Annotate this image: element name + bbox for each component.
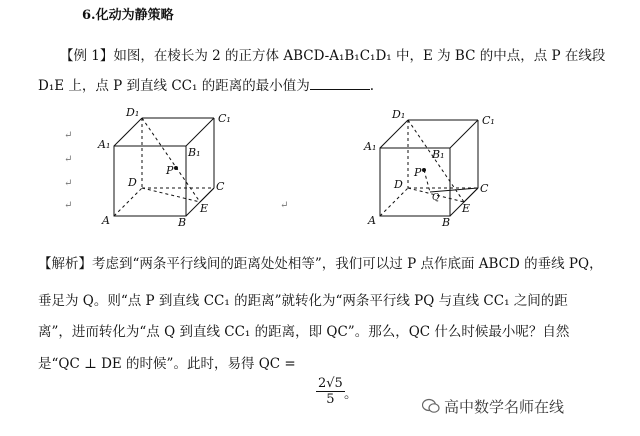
label-A1: A₁ (98, 138, 111, 151)
solution-line-3: 离”，进而转化为“点 Q 到直线 CC₁ 的距离，即 QC”。那么，QC 什么时候最小呢？自然 (38, 324, 570, 340)
label-A1: A₁ (364, 140, 377, 153)
solution-line-2: 垂足为 Q。则“点 P 到直线 CC₁ 的距离”就转化为“两条平行线 PQ 与直线 CC₁ 之间的距 (38, 293, 568, 309)
label-D1: D₁ (392, 108, 406, 121)
label-A: A (368, 214, 376, 227)
cube-figure-left (96, 100, 256, 230)
label-C1: C₁ (218, 112, 231, 125)
solution-text-4: 是“QC ⊥ DE 的时候”。此时，易得 QC = (38, 356, 296, 372)
label-E: E (200, 202, 209, 215)
label-A: A (102, 214, 110, 227)
solution-line-4 (38, 352, 296, 372)
return-mark: ↵ (64, 154, 73, 165)
return-mark: ↵ (64, 200, 73, 211)
example-text-1: 【例 1】如图，在棱长为 2 的正方体 ABCD-A₁B₁C₁D₁ 中，E 为 BC 的中点，点 P 在线段 (60, 48, 606, 64)
example-line-1 (60, 44, 605, 64)
label-B: B (442, 216, 451, 229)
label-D: D (394, 178, 403, 191)
solution-line-1: 【解析】考虑到“两条平行线间的距离处处相等”，我们可以过 P 点作底面 ABCD 的垂线 PQ， (38, 256, 603, 272)
return-mark: ↵ (280, 200, 289, 211)
section-heading: 6.化动为静策略 (82, 8, 174, 23)
label-D1: D₁ (126, 106, 140, 119)
answer-blank (310, 77, 370, 90)
label-C: C (216, 180, 225, 193)
return-mark: ↵ (64, 130, 73, 141)
fraction-numerator: 2√5 (318, 376, 343, 391)
fraction-denominator: 5 (326, 392, 335, 407)
example-line-2: D₁E 上，点 P 到直线 CC₁ 的距离的最小值为 . (38, 78, 374, 94)
cube-figure-right (352, 100, 512, 230)
label-Q: Q (432, 193, 440, 203)
solution-end-mark: 。 (344, 386, 358, 402)
label-D: D (128, 176, 137, 189)
wechat-icon (422, 398, 440, 414)
example-text-2: D₁E 上，点 P 到直线 CC₁ 的距离的最小值为 (38, 78, 310, 94)
label-P: P (166, 164, 174, 177)
label-B1: B₁ (432, 148, 445, 161)
watermark: 高中数学名师在线 (444, 398, 565, 416)
front-face (114, 146, 186, 216)
label-B1: B₁ (188, 146, 201, 159)
label-C1: C₁ (482, 114, 495, 127)
label-B: B (178, 216, 187, 229)
fraction-result (316, 376, 345, 407)
label-P: P (414, 166, 422, 179)
return-mark: ↵ (64, 178, 73, 189)
label-E: E (462, 202, 471, 215)
label-C: C (480, 182, 489, 195)
